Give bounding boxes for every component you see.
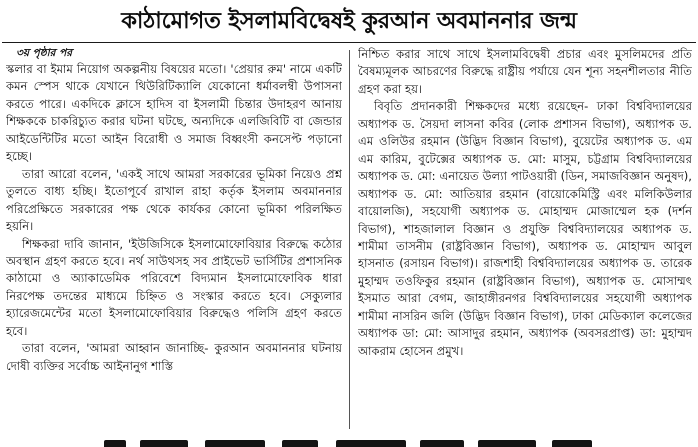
headline-rule	[2, 42, 696, 43]
paragraph: শিক্ষকরা দাবি জানান, 'ইউজিসিকে ইসলামোফোবিয়ার বিরুদ্ধে কঠোর অবস্থান গ্রহণ করতে হবে। নর্থ সাউথসহ সব প্রাইভেট ভার্সিটির প্রশাসনিক কাঠামো ও অ্যাকাডেমিক পরিবেশে বিদ্যমান ইসলামোফোবিক ধারা নিরপেক্ষ তদন্তের মাধ্যমে চিহ্নিত ও সংস্কার করতে হবে। সেক্যুলার হ্যারেজমেন্টের মতো ইসলামোফোবিয়ার বিরুদ্ধেও পলিসি গ্রহণ করতে হবে।	[6, 236, 342, 338]
paragraph: বিবৃতি প্রদানকারী শিক্ষকদের মধ্যে রয়েছেন- ঢাকা বিশ্ববিদ্যালয়ের অধ্যাপক ড. সৈয়দা লাসনা কবির (লোক প্রশাসন বিভাগ), অধ্যাপক ড. এম ওলিউর রহমান (উদ্ভিদ বিজ্ঞান বিভাগ), বুয়েটের অধ্যাপক ড. এম এম কারিম, বুটেক্সের অধ্যাপক ড. মো: মাসুম, চট্টগ্রাম বিশ্ববিদ্যালয়ের অধ্যাপক ড. মো: এনায়েত উল্যা পাটওয়ারী (ডিন, সমাজবিজ্ঞান অনুষদ), অধ্যাপক ড. মো: আতিয়ার রহমান (বায়োকেমিস্ট্রি এবং মলিকিউলার বায়োলজি), সহযোগী অধ্যাপক ড. মোহাম্মদ মোজাম্মেল হক (দর্শন বিভাগ), শাহজালাল বিজ্ঞান ও প্রযুক্তি বিশ্ববিদ্যালয়ের অধ্যাপক ড. শামীমা তাসনীম (রাষ্ট্রবিজ্ঞান বিভাগ), অধ্যাপক ড. মোহাম্মদ আবুল হাসনাত (রসায়ন বিভাগ)। রাজশাহী বিশ্ববিদ্যালয়ের অধ্যাপক ড. তারেক মুহাম্মদ তওফিকুর রহমান (রাষ্ট্রবিজ্ঞান বিভাগ), অধ্যাপক ড. মোসাম্মৎ ইসমাত আরা বেগম, জাহাঙ্গীরনগর বিশ্ববিদ্যালয়ের সহযোগী অধ্যাপক শামীমা নাসরিন জলি (উদ্ভিদ বিজ্ঞান বিভাগ), ঢাকা মেডিক্যাল কলেজের অধ্যাপক ডা: মো: আসাদুর রহমান, অধ্যাপক (অবসরপ্রাপ্ত) ডা: মুহাম্মদ আকরাম হোসেন প্রমুখ।	[358, 99, 692, 358]
paragraph: স্কলার বা ইমাম নিয়োগ অকল্পনীয় বিষয়ের মতো। 'প্রেয়ার রুম' নামে একটি কমন স্পেস থাকে যেখানে থিউরিটিক্যালি যেকোনো ধর্মাবলম্বী উপাসনা করতে পারে। একদিকে ক্লাসে হাদিস বা ইসলামী চিন্তার উদাহরণ আনায় শিক্ষককে চাকরিচ্যুত করার ঘটনা ঘটছে, অন্যদিকে এলজিবিটি বা জেন্ডার আইডেন্টিটির মতো আইন বিরোধী ও সমাজ বিধ্বংসী কনসেপ্ট পড়ানো হচ্ছে।	[6, 62, 342, 164]
paragraph: নিশ্চিত করার সাথে সাথে ইসলামবিদ্বেষী প্রচার এবং মুসলিমদের প্রতি বৈষম্যমূলক আচরণের বিরুদ্ধে রাষ্ট্রীয় পর্যায়ে যেন শূন্য সহনশীলতার নীতি গ্রহণ করা হয়।	[358, 47, 692, 96]
right-column	[358, 46, 692, 447]
continued-from-label: ৩য় পৃষ্ঠার পর	[16, 47, 73, 59]
paragraph: তারা বলেন, 'আমরা আহ্বান জানাচ্ছি- কুরআন অবমাননার ঘটনায় দোষী ব্যক্তির সর্বোচ্চ আইনানুগ শাস্তি	[6, 341, 342, 373]
column-divider	[349, 50, 350, 429]
left-column	[6, 46, 342, 447]
paragraph: তারা আরো বলেন, 'একই সাথে আমরা সরকারের ভূমিকা নিয়েও প্রশ্ন তুলতে বাধ্য হচ্ছি। ইতোপূর্বে রাখাল রাহা কর্তৃক ইসলাম অবমাননার পরিপ্রেক্ষিতে সরকারের পক্ষ থেকে কার্যকর কোনো ভূমিকা পরিলক্ষিত হয়নি।	[6, 166, 342, 234]
article-headline: কাঠামোগত ইসলামবিদ্বেষই কুরআন অবমাননার জন্ম	[121, 8, 577, 34]
next-headline-fragment	[0, 438, 698, 447]
